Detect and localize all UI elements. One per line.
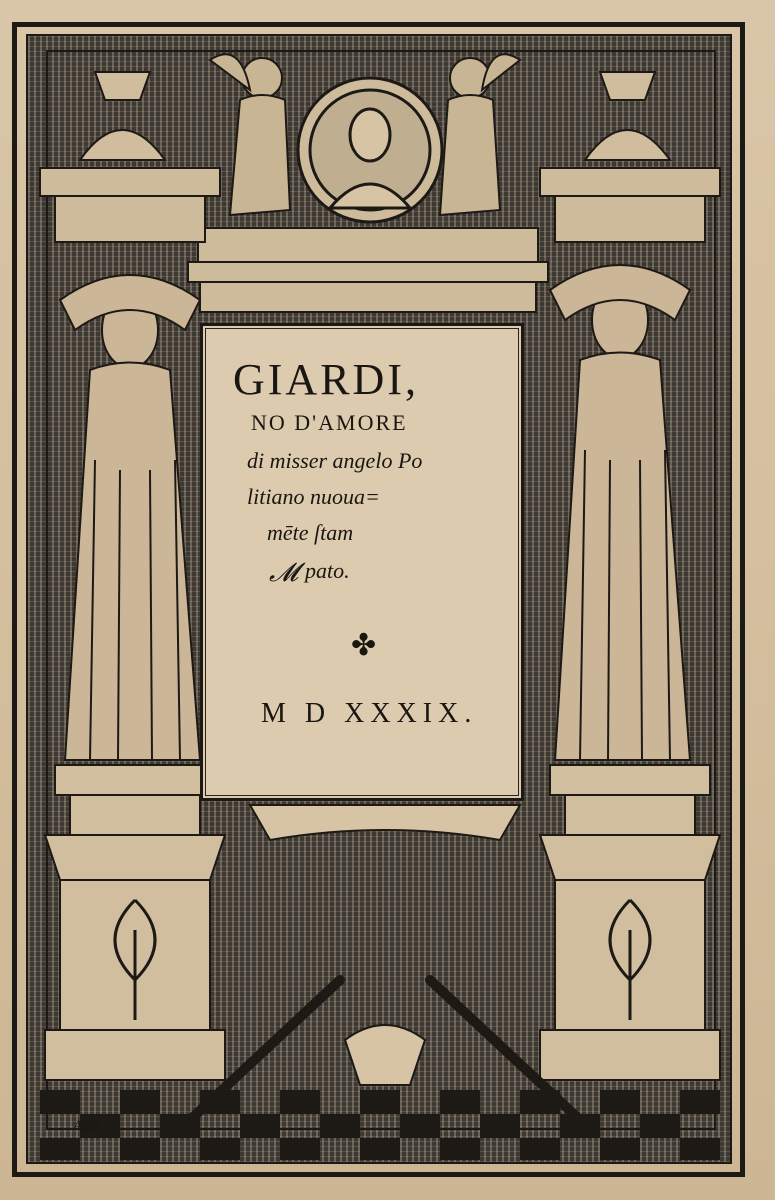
fleuron-icon: ✤ [351, 629, 377, 662]
right-caryatid [550, 265, 690, 760]
top-cornice [188, 228, 548, 312]
printer-monogram: AZG [73, 1118, 99, 1134]
portrait-medallion [298, 78, 442, 222]
publication-date: M D XXXIX. [261, 698, 478, 729]
checkered-floor [40, 1090, 720, 1160]
left-caryatid [60, 275, 200, 760]
title-line-1: GIARDI, [233, 355, 419, 404]
author-line-2: litiano nuoua= [247, 484, 380, 509]
author-line-1: di misser angelo Po [247, 448, 423, 473]
imprint-line-2: pato. [305, 558, 350, 583]
title-line-2: NO D'AMORE [251, 410, 408, 435]
cartouche-scroll [250, 805, 520, 1085]
imprint-line-1: mēte ſtam [267, 520, 354, 545]
title-cartouche [200, 323, 524, 801]
manuscript-mark-icon: 𝓜 [269, 558, 299, 587]
